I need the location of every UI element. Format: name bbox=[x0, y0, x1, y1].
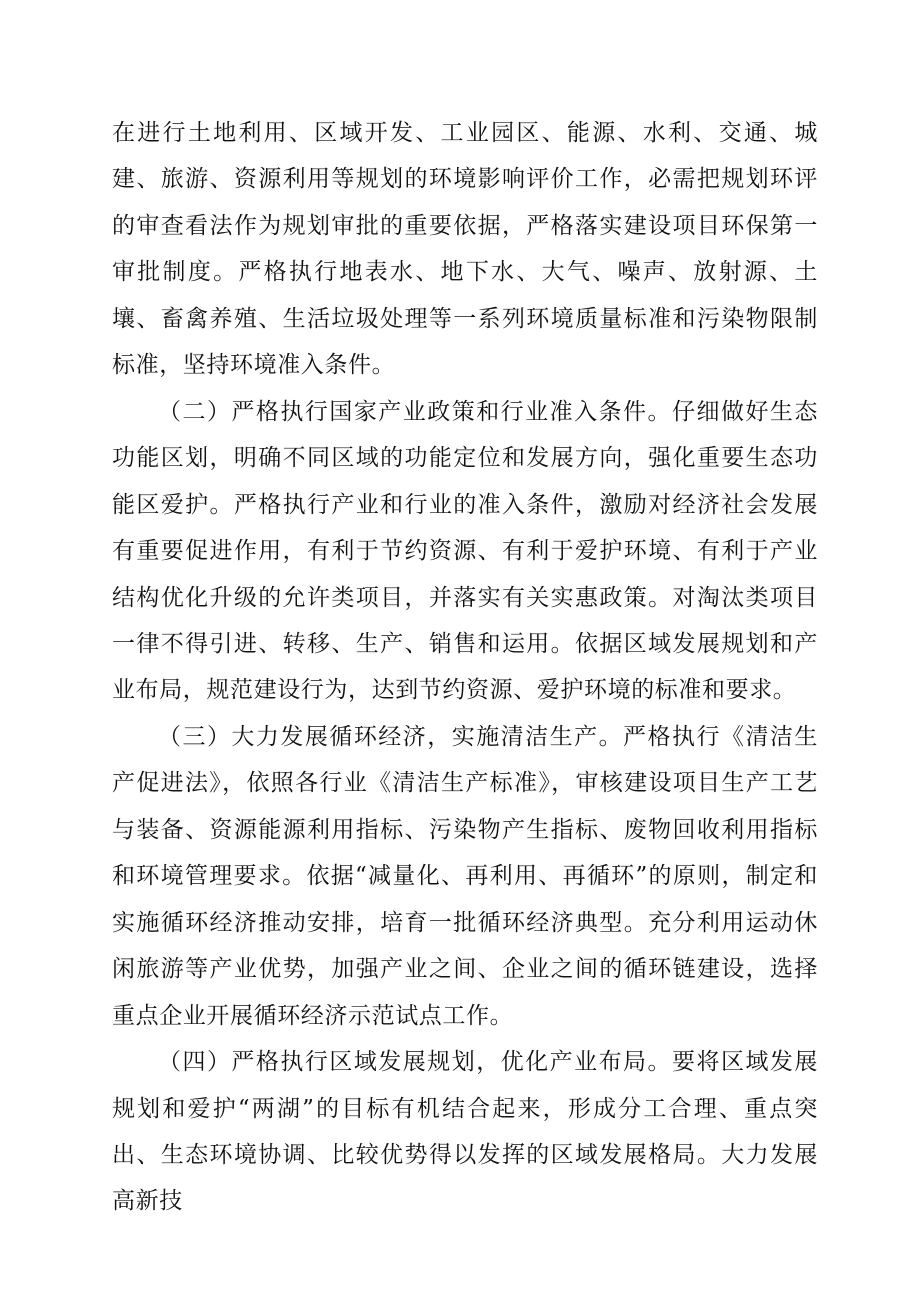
paragraph-regional-planning: （四）严格执行区域发展规划，优化产业布局。要将区域发展规划和爱护“两湖”的目标有机结合起来，形成分工合理、重点突出、生态环境协调、比较优势得以发挥的区域发展格局。大力发展高新技 bbox=[112, 1049, 818, 1215]
paragraph-environmental-assessment: 在进行土地利用、区域开发、工业园区、能源、水利、交通、城建、旅游、资源利用等规划的环境影响评价工作，必需把规划环评的审查看法作为规划审批的重要依据，严格落实建设项目环保第一审批制度。严格执行地表水、地下水、大气、噪声、放射源、土壤、畜禽养殖、生活垃圾处理等一系列环境质量标准和污染物限制标准，坚持环境准入条件。 bbox=[112, 120, 818, 379]
paragraph-circular-economy: （三）大力发展循环经济，实施清洁生产。严格执行《清洁生产促进法》，依照各行业《清洁生产标准》，审核建设项目生产工艺与装备、资源能源利用指标、污染物产生指标、废物回收利用指标和环境管理要求。依据“减量化、再利用、再循环”的原则，制定和实施循环经济推动安排，培育一批循环经济典型。充分利用运动休闲旅游等产业优势，加强产业之间、企业之间的循环链建设，选择重点企业开展循环经济示范试点工作。 bbox=[112, 723, 818, 1029]
paragraph-industry-policy: （二）严格执行国家产业政策和行业准入条件。仔细做好生态功能区划，明确不同区域的功能定位和发展方向，强化重要生态功能区爱护。严格执行产业和行业的准入条件，激励对经济社会发展有重要促进作用，有利于节约资源、有利于爱护环境、有利于产业结构优化升级的允许类项目，并落实有关实惠政策。对淘汰类项目一律不得引进、转移、生产、销售和运用。依据区域发展规划和产业布局，规范建设行为，达到节约资源、爱护环境的标准和要求。 bbox=[112, 398, 818, 704]
document-body bbox=[112, 110, 818, 1225]
